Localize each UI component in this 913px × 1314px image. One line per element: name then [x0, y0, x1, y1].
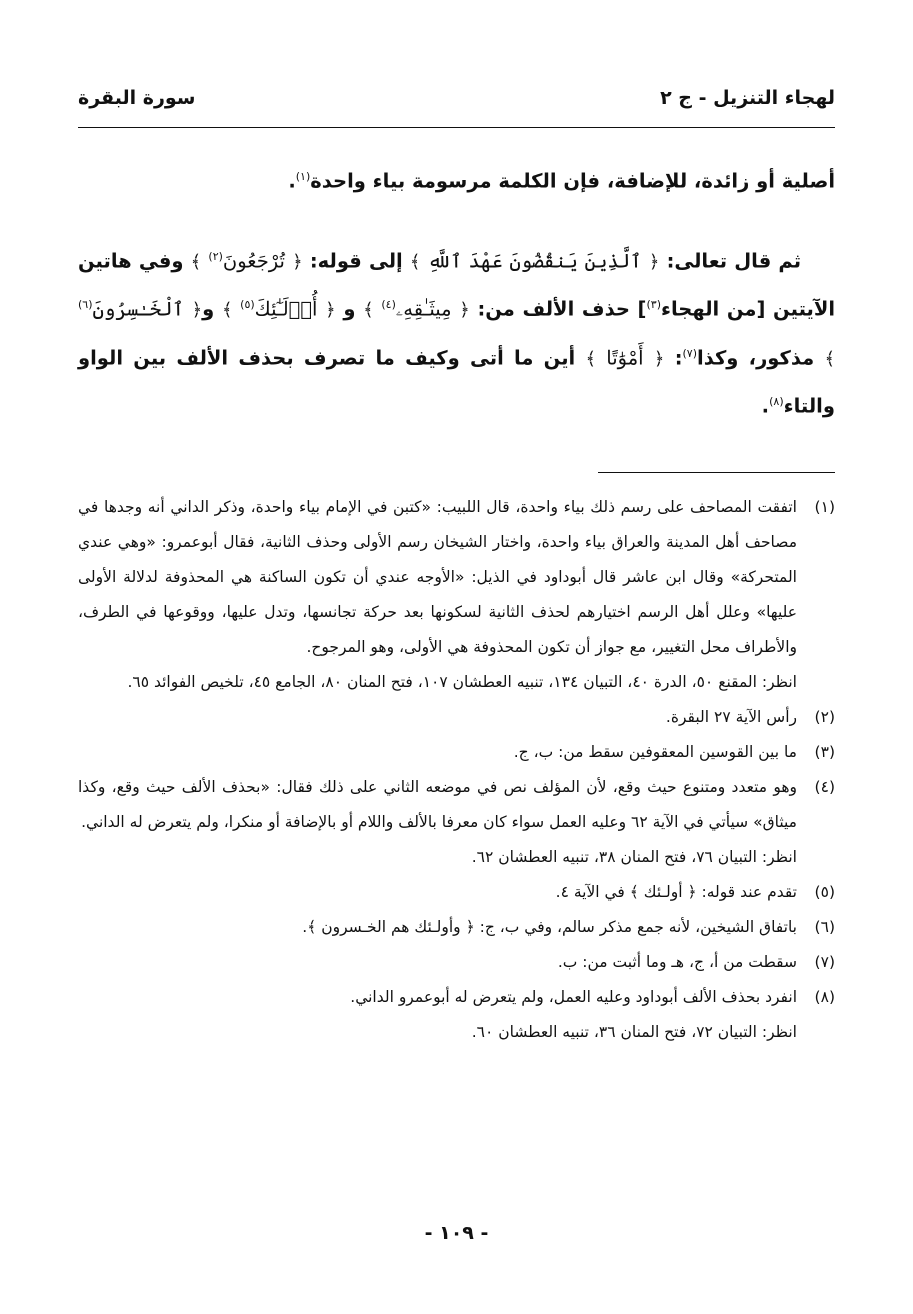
- page-number: - ١٠٩ -: [424, 1222, 489, 1244]
- book-title: لهجاء التنزيل - ج ٢: [660, 87, 835, 109]
- footnote-number: (١): [814, 498, 835, 516]
- header-divider: [78, 127, 835, 128]
- footnote-ref-5: (٥): [240, 298, 255, 311]
- footnote-text: باتفاق الشيخين، لأنه جمع مذكر سالم، وفي ب، ج: ﴿ وأولـئك هم الخـسرون ﴾.: [302, 918, 797, 936]
- footnote-text: اتفقت المصاحف على رسم ذلك بياء واحدة، قال اللبيب: «كتبن في الإمام بياء واحدة، وذكر الداني أنه وجدها في مصاحف أهل المدينة والعراق بياء واحدة، واختار الشيخان رسم الأولى وحذف الثانية، فقال أبوعمرو: «وهي عندي المتحركة» وقال ابن عاشر قال أبوداود في الذيل: «الأوجه عندي أن تكون الساكنة هي المحذوفة لدلالة الأولى عليها» وعلل أهل الرسم اختيارهم لحذف الثانية لسكونها بعد حركة تجانسها، وتدل عليها، ووقوعها في الطرف، والأطراف محل التغيير، مع جواز أن تكون المحذوفة هي الأولى، وهو المرجوح.: [78, 498, 797, 656]
- footnote-divider: [598, 472, 835, 473]
- footnote-ref-6: (٦): [78, 298, 93, 311]
- surah-title: سورة البقرة: [78, 87, 196, 109]
- footnote-item: [78, 875, 835, 910]
- main-paragraph-2: ثم قال تعالى: ﴿ ٱلَّذِينَ يَنقُضُونَ عَهْدَ ٱللَّهِ ﴾ إلى قوله: ﴿ تُرْجَعُونَ$^{(٢)}$ ﴾ وفي هاتين الآيتين [من الهجاء$^{(٣)}$] حذف الألف من: ﴿ مِيثَـٰقِهِۦ$^{(٤)}$ ﴾ و ﴿ أُو۟لَـٰٓئِكَ$^{(٥)}$ ﴾ و﴿ ٱلْخَـٰسِرُونَ$^{(٦)}$ ﴾ مذكور، وكذا$^{(٧)}$: ﴿ أَمْوَٰتًا ﴾ أين ما أتى وكيف ما تصرف بحذف الألف بين الواو والتاء$^{(٨)}$.: [78, 249, 836, 418]
- footnote-number: (٤): [814, 778, 835, 796]
- footnote-text: رأس الآية ٢٧ البقرة.: [665, 708, 797, 726]
- footnote-number: (٨): [814, 988, 835, 1006]
- footnote-text: وهو متعدد ومتنوع حيث وقع، لأن المؤلف نص في موضعه الثاني على ذلك فقال: «بحذف الألف حيث وقع، وكذا ميثاق» سيأتي في الآية ٦٢ وعليه العمل سواء كان معرفا بالألف واللام أو بالإضافة أو منكرا، ولم يتعرض له الداني.: [78, 778, 797, 831]
- footnote-item: [78, 700, 835, 735]
- footnote-text: تقدم عند قوله: ﴿ أولـئك ﴾ في الآية ٤.: [555, 883, 797, 901]
- footnote-text: انظر: التبيان ٧٦، فتح المنان ٣٨، تنبيه العطشان ٦٢.: [471, 848, 797, 866]
- footnote-ref-3: (٣): [646, 298, 661, 311]
- footnote-text: ما بين القوسين المعقوفين سقط من: ب، ج.: [513, 743, 797, 761]
- quran-quote: مِيثَـٰقِهِۦ: [395, 297, 452, 321]
- footnote-item: [78, 735, 835, 770]
- footnote-number: (٦): [814, 918, 835, 936]
- quran-quote: تُرْجَعُونَ: [222, 249, 285, 272]
- footnote-number: (٥): [814, 883, 835, 901]
- footnote-ref-7: (٧): [682, 346, 698, 360]
- footnote-item: [78, 980, 835, 1050]
- footnote-number: (٣): [814, 743, 835, 761]
- footnote-item: [78, 945, 835, 980]
- quran-quote: ٱلَّذِينَ يَنقُضُونَ عَهْدَ ٱللَّهِ: [427, 249, 642, 272]
- footnote-ref-4: (٤): [381, 298, 396, 311]
- footnote-ref-1: (١): [295, 170, 311, 183]
- footnote-text: سقطت من أ، ج، هـ وما أثبت من: ب.: [557, 953, 797, 971]
- footnote-item: [78, 490, 835, 700]
- footnote-text: انفرد بحذف الألف أبوداود وعليه العمل، ولم يتعرض له أبوعمرو الداني.: [350, 988, 797, 1006]
- quran-quote: ٱلْخَـٰسِرُونَ: [92, 297, 184, 321]
- footnote-number: (٧): [814, 953, 835, 971]
- quran-quote: أُو۟لَـٰٓئِكَ: [254, 297, 318, 321]
- footnotes: [78, 490, 835, 1050]
- footnote-item: [78, 910, 835, 945]
- footnote-item: [78, 770, 835, 875]
- footnote-text: انظر: المقنع ٥٠، الدرة ٤٠، التبيان ١٣٤، تنبيه العطشان ١٠٧، فتح المنان ٨٠، الجامع ٤٥، تلخيص الفوائد ٦٥.: [127, 673, 797, 691]
- main-paragraph-1: أصلية أو زائدة، للإضافة، فإن الكلمة مرسومة بياء واحدة$^{(١)}$.: [288, 169, 835, 193]
- quran-quote: أَمْوَٰتًا: [606, 346, 644, 369]
- footnote-number: (٢): [814, 708, 835, 726]
- footnote-ref-8: (٨): [769, 395, 784, 408]
- running-header: [78, 78, 835, 118]
- footnote-text: انظر: التبيان ٧٢، فتح المنان ٣٦، تنبيه العطشان ٦٠.: [471, 1023, 797, 1041]
- main-text: [78, 155, 835, 428]
- footnote-ref-2: (٢): [208, 249, 223, 263]
